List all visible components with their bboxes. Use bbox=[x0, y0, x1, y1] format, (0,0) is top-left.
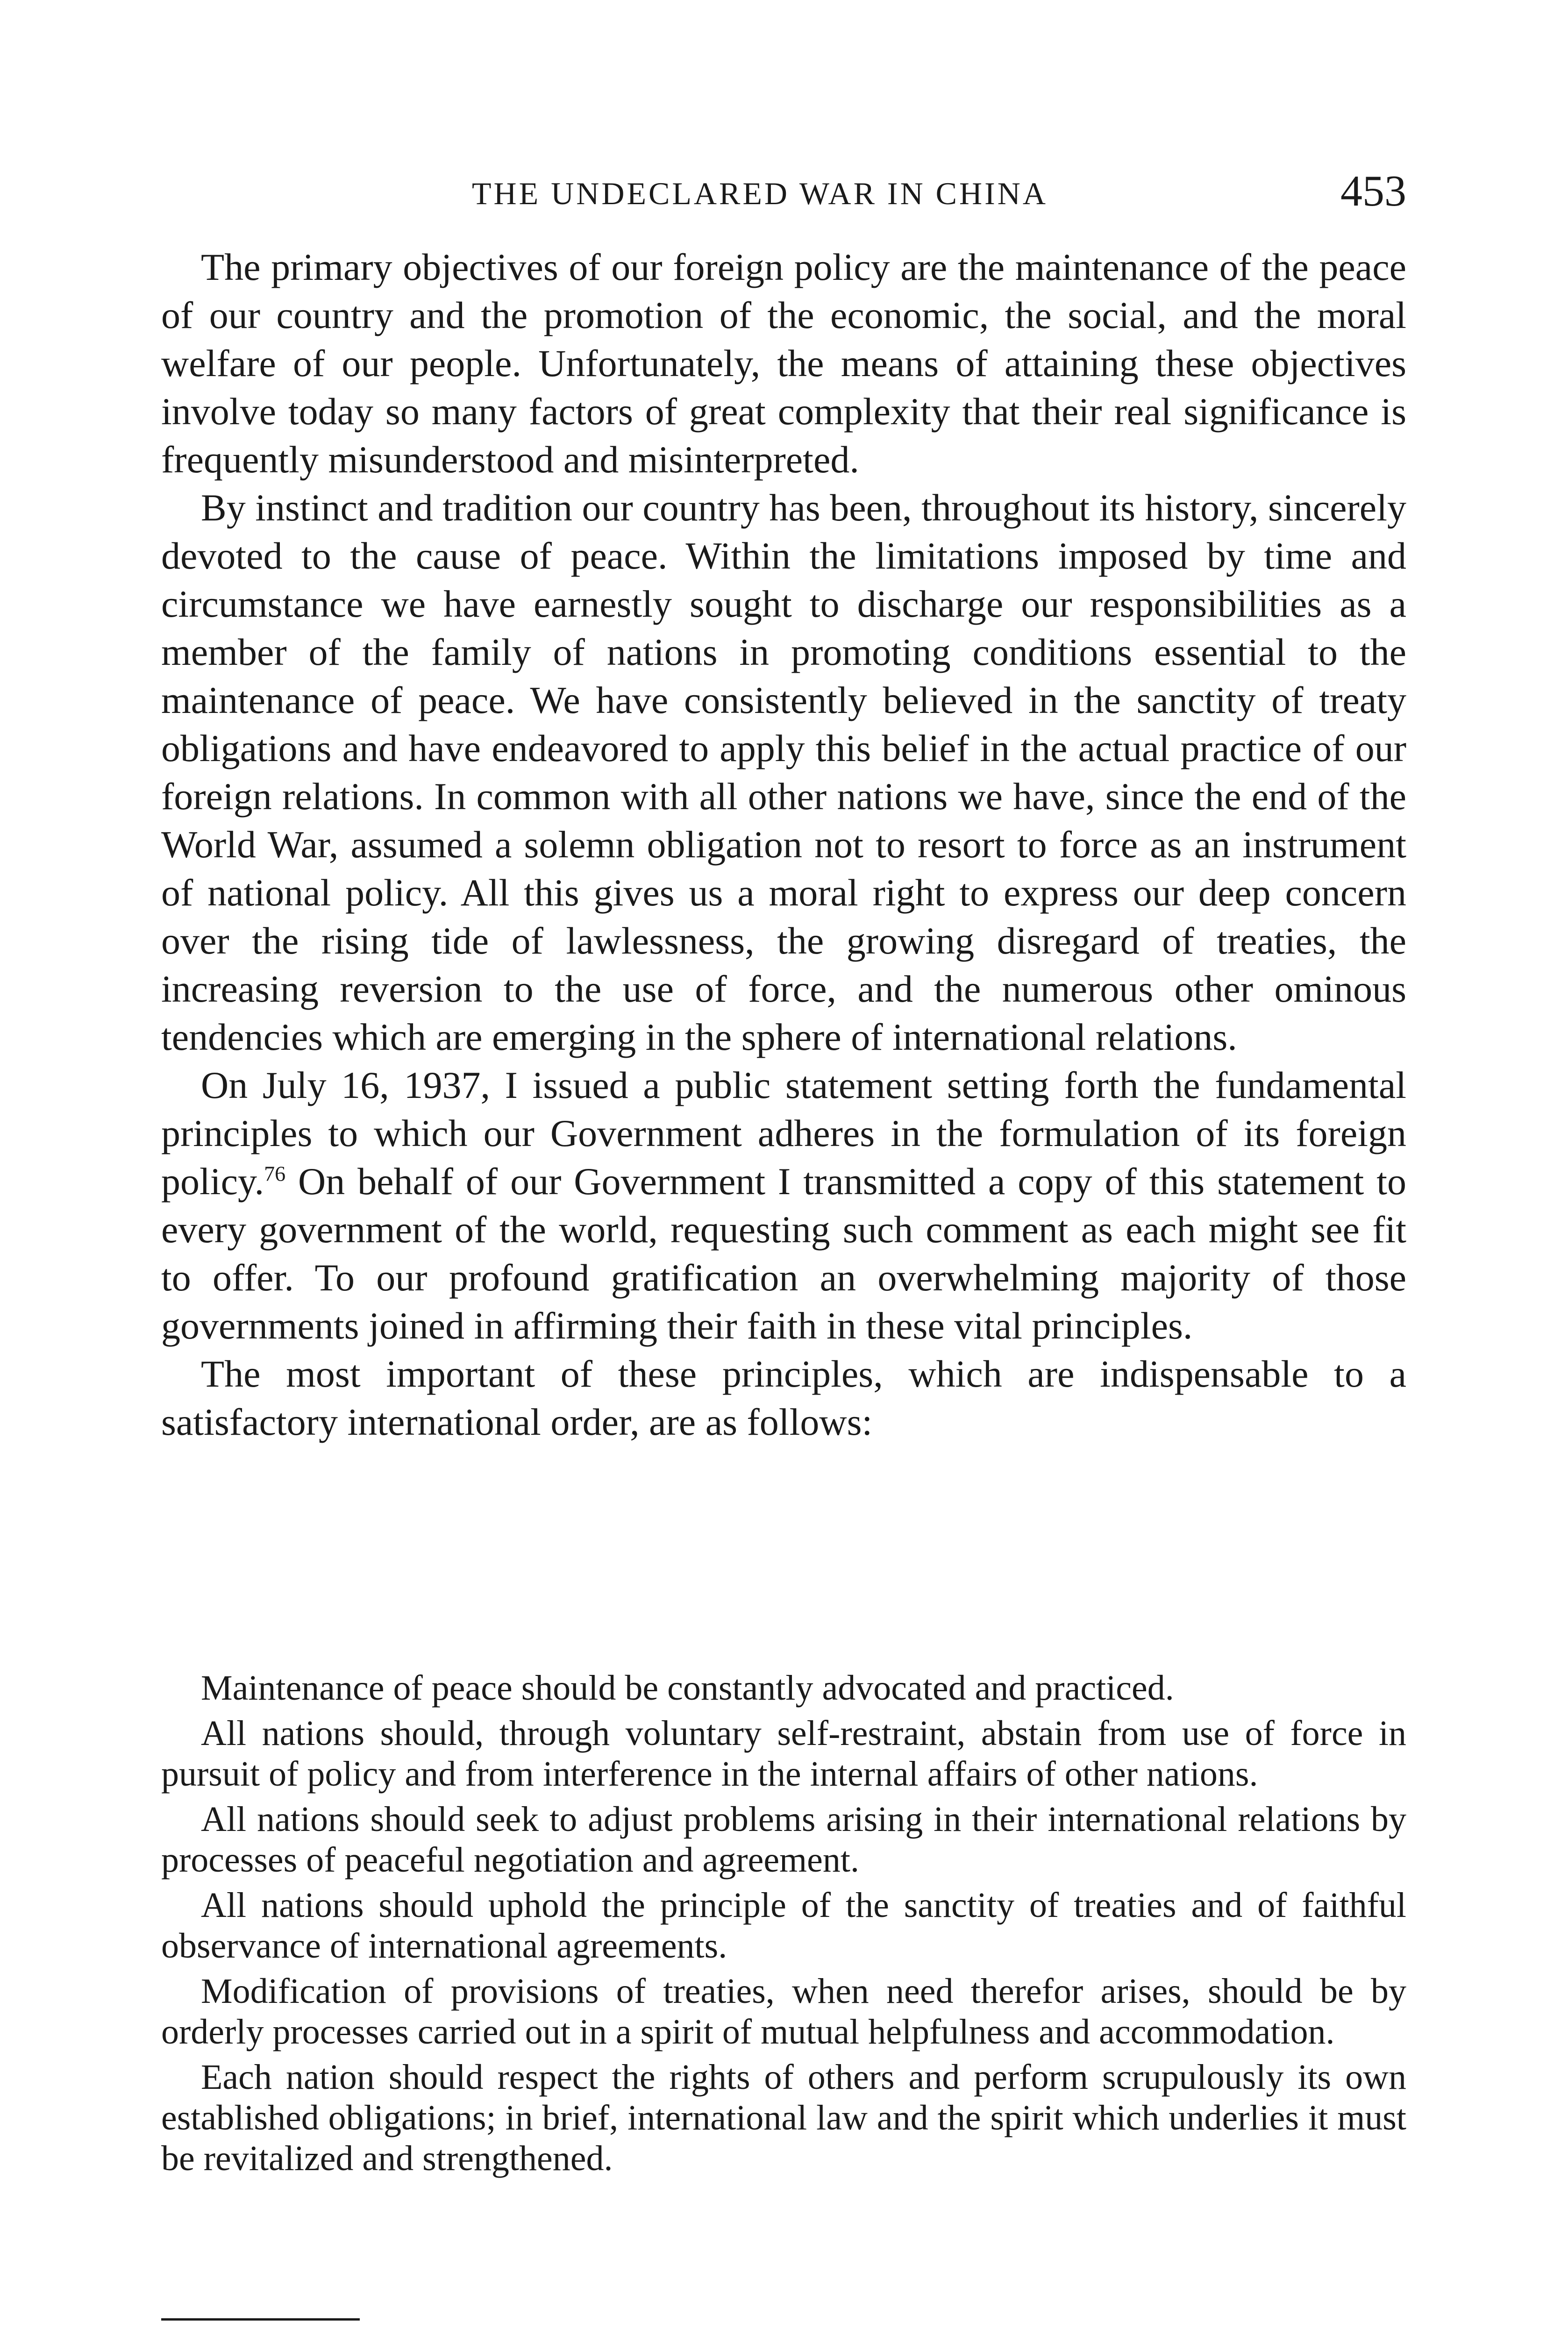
footnote-divider bbox=[161, 2318, 360, 2321]
principle-item: Each nation should respect the rights of others and perform scrupulously its own established obligations; in brief, international law and the spirit which underlies it must be revitalized and strengthened. bbox=[161, 2058, 1406, 2178]
paragraph-text: On July 16, 1937, I issued a public statement setting forth the fundamental principles to which our Government adheres in the formulation of its foreign policy. bbox=[161, 1064, 1406, 1203]
paragraph: The primary objectives of our foreign policy are the maintenance of the peace of our country and the promotion of the economic, the social, and the moral welfare of our people. Unfortunately, the means of attaining these objectives involve today so many factors of great complexity that their real significance is frequently misunderstood and misinterpreted. bbox=[161, 246, 1406, 481]
paragraph bbox=[161, 1061, 1406, 1350]
principle-item: All nations should seek to adjust problems arising in their international relations by processes of peaceful negotiation and agreement. bbox=[161, 1800, 1406, 1880]
paragraph: The most important of these principles, which are indispensable to a satisfactory international order, are as follows: bbox=[161, 1353, 1406, 1443]
paragraph-text: On behalf of our Government I transmitted a copy of this statement to every government of the world, requesting such comment as each might see fit to offer. To our profound gratification an overwhelming majority of those governments joined in affirming their faith in these vital principles. bbox=[161, 1160, 1406, 1347]
running-title: THE UNDECLARED WAR IN CHINA bbox=[472, 176, 1048, 211]
paragraph: By instinct and tradition our country has been, throughout its history, sincerely devoted to the cause of peace. Within the limitations imposed by time and circumstance we have earnestly sought to discharge our responsibilities as a member of the family of nations in promoting conditions essential to the maintenance of peace. We have consistently believed in the sanctity of treaty obligations and have endeavored to apply this belief in the actual practice of our foreign relations. In common with all other nations we have, since the end of the World War, assumed a solemn obligation not to resort to force as an instrument of national policy. All this gives us a moral right to express our deep concern over the rising tide of lawlessness, the growing disregard of treaties, the increasing reversion to the use of force, and the numerous other ominous tendencies which are emerging in the sphere of international relations. bbox=[161, 486, 1406, 1058]
page-number: 453 bbox=[1340, 167, 1406, 215]
principle-item: Maintenance of peace should be constantly advocated and practiced. bbox=[201, 1668, 1174, 1708]
principle-item: Modification of provisions of treaties, when need therefor arises, should be by orderly processes carried out in a spirit of mutual helpfulness and accommodation. bbox=[161, 1972, 1406, 2051]
principle-item: All nations should uphold the principle of the sanctity of treaties and of faithful observance of international agreements. bbox=[161, 1886, 1406, 1966]
footnote-reference: 76 bbox=[264, 1161, 286, 1186]
page-header bbox=[161, 166, 1406, 217]
principle-item: All nations should, through voluntary self-restraint, abstain from use of force in pursuit of policy and from interference in the internal affairs of other nations. bbox=[161, 1714, 1406, 1794]
body-text bbox=[161, 243, 1406, 1446]
principles-list bbox=[161, 1668, 1406, 2184]
